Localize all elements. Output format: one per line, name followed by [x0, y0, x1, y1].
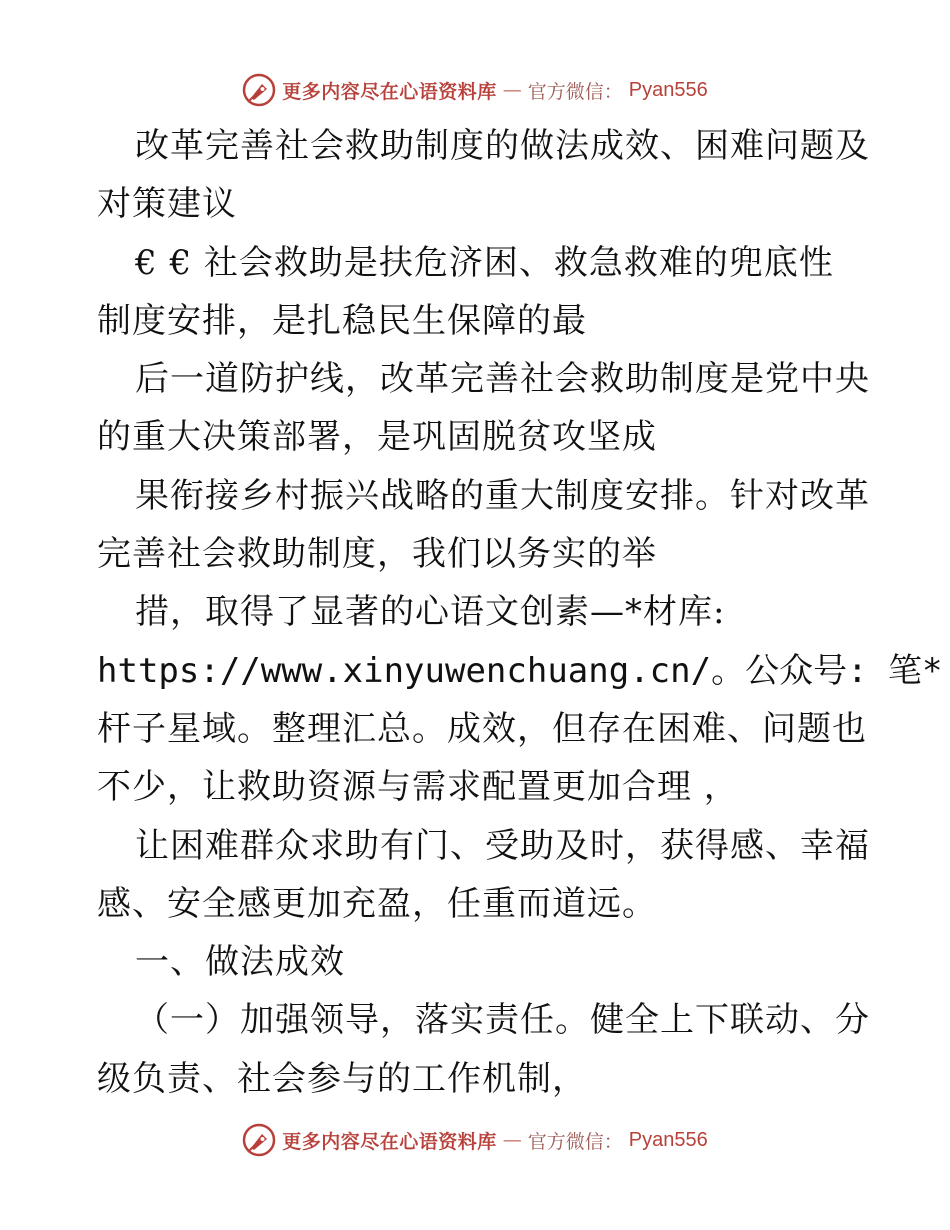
banner-official-label: 官方微信：: [527, 80, 623, 103]
paragraph-line: € € 社会救助是扶危济困、救急救难的兜底性: [135, 242, 834, 283]
paragraph-line: 不少，让救助资源与需求配置更加合理 ，: [97, 767, 739, 808]
subsection-heading: （一）加强领导，落实责任。健全上下联动、分: [135, 1000, 870, 1041]
title-line-2: 对策建议: [97, 184, 237, 225]
banner-title: 更多内容尽在心语资料库: [282, 80, 497, 103]
title-line-1: 改革完善社会救助制度的做法成效、困难问题及: [135, 126, 870, 166]
paragraph-line: 级负责、社会参与的工作机制，: [97, 1058, 587, 1099]
banner-official-label: 官方微信：: [527, 1130, 623, 1153]
paragraph-line: 制度安排，是扎稳民生保障的最: [97, 300, 587, 341]
banner-wechat-id: Pyan556: [628, 78, 708, 101]
footer-banner: [0, 1120, 950, 1160]
header-banner: [0, 70, 950, 110]
pen-nib-circle-icon: [242, 73, 276, 107]
section-heading: 一、做法成效: [135, 942, 345, 983]
banner-wechat-id: Pyan556: [628, 1128, 708, 1151]
banner-separator: —: [502, 1129, 522, 1151]
paragraph-line: 的重大决策部署，是巩固脱贫攻坚成: [97, 417, 657, 458]
paragraph-line: 完善社会救助制度，我们以务实的举: [97, 534, 657, 575]
banner-title: 更多内容尽在心语资料库: [282, 1130, 497, 1153]
url-line: https://www.xinyuwenchuang.cn/。公众号: 笔*: [97, 650, 943, 691]
pen-nib-circle-icon: [242, 1123, 276, 1157]
paragraph-line: 果衔接乡村振兴战略的重大制度安排。针对改革: [135, 475, 870, 516]
paragraph-line: 让困难群众求助有门、受助及时，获得感、幸福: [135, 825, 870, 866]
paragraph-line: 后一道防护线，改革完善社会救助制度是党中央: [135, 359, 870, 400]
paragraph-line: 感、安全感更加充盈，任重而道远。: [97, 883, 657, 924]
banner-separator: —: [502, 79, 522, 101]
paragraph-line: 措，取得了显著的心语文创素—*材库:: [135, 592, 726, 633]
paragraph-line: 杆子星域。整理汇总。成效，但存在困难、问题也: [97, 708, 867, 749]
document-body: [97, 117, 943, 1108]
